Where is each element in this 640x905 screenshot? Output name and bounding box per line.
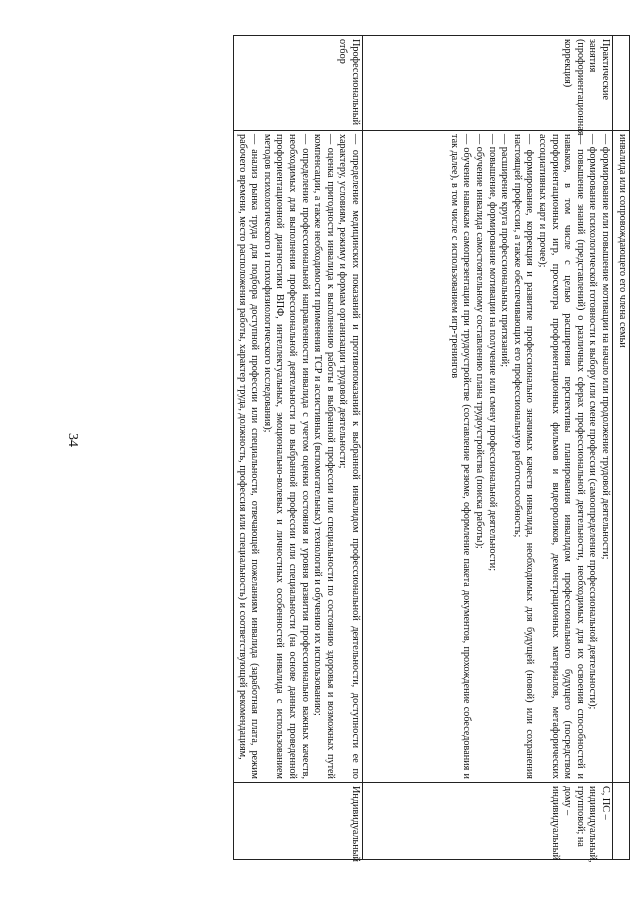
list-item: — обучение навыкам самопрезентации при трудоустройстве (составление резюме, оформление пакета документов, прохождение собеседования и так далее), в том числе с использованием игр-тренингов (448, 134, 473, 779)
rotated-page-content (80, 35, 630, 863)
cell-service-form: С, ПС – индивидуальный, групповой; на дому – индивидуальный (363, 783, 613, 860)
cell-service-content (363, 131, 613, 783)
list-item: — обучение инвалида самостоятельному составлению плана трудоустройства (поиска работы); (474, 134, 486, 549)
list-item: — оценка пригодности инвалида к выполнению работы в выбранной профессии или специальности по состоянию здоровья и возможных путей компенсации, а также необходимости применения ТСР и ассистивных (вспомогательных) технологий и обучению их использованию; (312, 134, 336, 779)
table-row (234, 36, 363, 860)
list-item: — формирование психологической готовности к выбору или смене профессии (самоопределение профессиональной деятельности); (587, 134, 599, 710)
cell-service-content (234, 131, 363, 783)
cell-service-form: Индивидуальный (234, 783, 363, 860)
page-number: 34 (65, 433, 80, 447)
list-item: — формирование, коррекция и развитие профессионально значимых качеств инвалида, необходимых для будущей (новой) или сохранения настоящей профессии, а также обеспечивающих его профессиональную работоспособность; (511, 134, 536, 779)
cell-service-form (613, 783, 630, 860)
list-item: — формирование или повышение мотивации на начало или продолжение трудовой деятельности; (600, 134, 611, 560)
list-item: — анализ рынка труда для подбора доступной профессии или специальности, отвечающей пожеланиям инвалида (заработная плата, режим рабочего времени, место расположения работы, характер труда, должность, профессия или специальность) и соответствующей рекомендациям, (236, 134, 261, 779)
cell-service-name (613, 36, 630, 131)
table-row (363, 36, 613, 860)
list-item: — определение медицинских показаний и противопоказаний к выбранной инвалидом профессиональной деятельности, доступности ее по характеру, условиям, режиму и формам организации трудовой деятельности; (337, 134, 361, 779)
services-table (233, 35, 630, 863)
list-item: — повышение знаний (представлений) о различных сферах профессиональной деятельности, необходимых для их освоения способностей и навыков, в том числе с целью расширения перспективы планирования инвалидом профессионального будущего (посредством профориентационных игр, просмотра профориентационных фильмов и видеороликов, демонстрационных материалов, метафорических ассоциативных карт и прочее); (537, 134, 586, 779)
table-row (613, 36, 630, 860)
list-item: — определение профессиональной направленности инвалида с учетом оценки состояния и уровня развития профессионально важных качеств, необходимых для выполнения профессиональной деятельности по выбранной профессии или специальности (на основе данных проведенной профориентационной диагностики ВПФ, интеллектуальных, эмоционально-волевых и личностных особенностей инвалида с использованием методов психологического и психофизиологического исследования); (261, 134, 311, 779)
list-item: — повышение, формирование мотивации на получение или смену профессиональной деятельности; (486, 134, 498, 572)
cell-service-name: Профессиональный отбор (234, 36, 363, 131)
cell-service-content: инвалида или сопровождающего его члена семьи (613, 131, 630, 783)
list-item: — расширение круга профессиональных притязаний; (499, 134, 511, 368)
cell-service-name: Практические занятия (профориентационная коррекция) (363, 36, 613, 131)
